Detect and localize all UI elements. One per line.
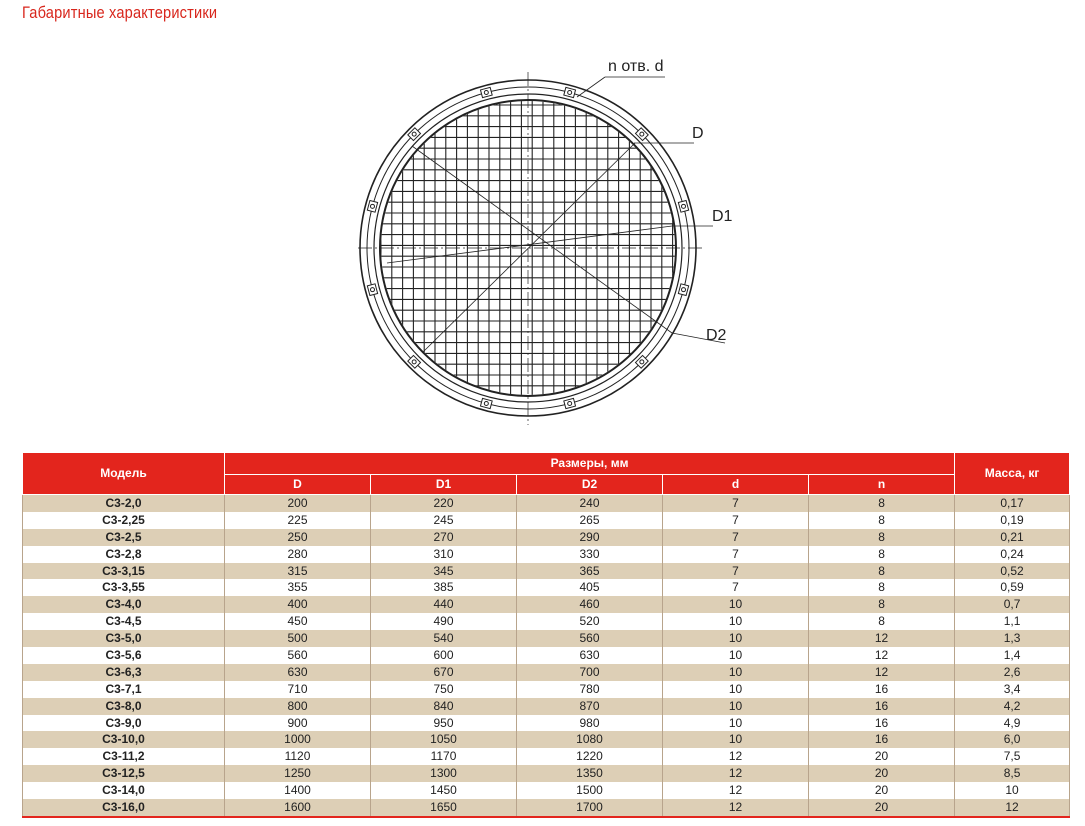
cell-D: 400	[225, 596, 371, 613]
cell-n: 16	[809, 715, 955, 732]
table-row	[23, 681, 1070, 698]
cell-D2: 870	[517, 698, 663, 715]
header-n: n	[809, 475, 955, 495]
cell-D2: 405	[517, 579, 663, 596]
cell-d: 7	[663, 512, 809, 529]
cell-D1: 750	[371, 681, 517, 698]
cell-D2: 1080	[517, 731, 663, 748]
cell-n: 20	[809, 782, 955, 799]
cell-mass: 0,7	[955, 596, 1070, 613]
cell-model: С3-7,1	[23, 681, 225, 698]
table-row	[23, 782, 1070, 799]
cell-n: 16	[809, 698, 955, 715]
cell-mass: 8,5	[955, 765, 1070, 782]
header-d: d	[663, 475, 809, 495]
cell-D2: 240	[517, 495, 663, 512]
cell-model: С3-2,25	[23, 512, 225, 529]
cell-D1: 245	[371, 512, 517, 529]
cell-model: С3-8,0	[23, 698, 225, 715]
cell-D1: 385	[371, 579, 517, 596]
table-row	[23, 765, 1070, 782]
cell-D1: 490	[371, 613, 517, 630]
cell-d: 10	[663, 698, 809, 715]
cell-d: 12	[663, 799, 809, 817]
cell-D2: 460	[517, 596, 663, 613]
table-row	[23, 731, 1070, 748]
cell-D2: 1500	[517, 782, 663, 799]
cell-D1: 600	[371, 647, 517, 664]
page-title: Габаритные характеристики	[22, 3, 218, 22]
cell-mass: 1,1	[955, 613, 1070, 630]
cell-D1: 220	[371, 495, 517, 512]
table-row	[23, 748, 1070, 765]
label-holes: n отв. d	[608, 58, 664, 75]
cell-mass: 4,2	[955, 698, 1070, 715]
cell-D2: 365	[517, 563, 663, 580]
bolt-hole	[678, 200, 688, 212]
cell-D1: 345	[371, 563, 517, 580]
cell-model: С3-3,55	[23, 579, 225, 596]
cell-D1: 440	[371, 596, 517, 613]
cell-n: 12	[809, 630, 955, 647]
cell-n: 20	[809, 765, 955, 782]
cell-d: 10	[663, 715, 809, 732]
cell-d: 7	[663, 579, 809, 596]
cell-mass: 0,21	[955, 529, 1070, 546]
cell-D: 900	[225, 715, 371, 732]
cell-D2: 700	[517, 664, 663, 681]
table-body	[23, 495, 1070, 817]
cell-d: 10	[663, 630, 809, 647]
header-mass: Масса, кг	[955, 453, 1070, 495]
cell-mass: 1,3	[955, 630, 1070, 647]
cell-D2: 265	[517, 512, 663, 529]
cell-model: С3-3,15	[23, 563, 225, 580]
cell-D: 225	[225, 512, 371, 529]
cell-d: 12	[663, 782, 809, 799]
cell-D2: 520	[517, 613, 663, 630]
bolt-hole	[564, 87, 576, 97]
table-row	[23, 799, 1070, 817]
bolt-hole	[480, 87, 492, 97]
cell-d: 10	[663, 731, 809, 748]
table-row	[23, 647, 1070, 664]
cell-model: С3-6,3	[23, 664, 225, 681]
label-D2: D2	[706, 327, 727, 344]
cell-mass: 0,52	[955, 563, 1070, 580]
cell-d: 12	[663, 765, 809, 782]
cell-model: С3-9,0	[23, 715, 225, 732]
cell-D: 1120	[225, 748, 371, 765]
cell-D: 355	[225, 579, 371, 596]
cell-mass: 7,5	[955, 748, 1070, 765]
bolt-hole	[367, 200, 377, 212]
cell-D1: 670	[371, 664, 517, 681]
header-D: D	[225, 475, 371, 495]
cell-D1: 1450	[371, 782, 517, 799]
cell-model: С3-16,0	[23, 799, 225, 817]
cell-mass: 12	[955, 799, 1070, 817]
cell-D2: 980	[517, 715, 663, 732]
cell-n: 8	[809, 563, 955, 580]
cell-D: 1400	[225, 782, 371, 799]
table-row	[23, 563, 1070, 580]
cell-model: С3-4,5	[23, 613, 225, 630]
cell-D1: 1300	[371, 765, 517, 782]
cell-mass: 6,0	[955, 731, 1070, 748]
center-lines	[358, 72, 705, 425]
table-row	[23, 630, 1070, 647]
grille-drawing	[350, 50, 740, 430]
cell-D1: 950	[371, 715, 517, 732]
cell-D: 280	[225, 546, 371, 563]
cell-D: 560	[225, 647, 371, 664]
cell-D2: 330	[517, 546, 663, 563]
table-row	[23, 579, 1070, 596]
cell-D1: 840	[371, 698, 517, 715]
cell-d: 12	[663, 748, 809, 765]
cell-d: 10	[663, 681, 809, 698]
specifications-table	[22, 452, 1070, 818]
cell-n: 12	[809, 664, 955, 681]
cell-D: 1000	[225, 731, 371, 748]
cell-mass: 0,24	[955, 546, 1070, 563]
table-row	[23, 715, 1070, 732]
cell-n: 12	[809, 647, 955, 664]
cell-model: С3-2,0	[23, 495, 225, 512]
cell-mass: 1,4	[955, 647, 1070, 664]
table-row	[23, 495, 1070, 512]
header-D1: D1	[371, 475, 517, 495]
cell-D2: 1220	[517, 748, 663, 765]
cell-d: 7	[663, 495, 809, 512]
cell-n: 8	[809, 613, 955, 630]
cell-D1: 1170	[371, 748, 517, 765]
cell-d: 10	[663, 613, 809, 630]
cell-D: 450	[225, 613, 371, 630]
cell-n: 8	[809, 495, 955, 512]
cell-mass: 10	[955, 782, 1070, 799]
cell-mass: 2,6	[955, 664, 1070, 681]
cell-D2: 1700	[517, 799, 663, 817]
cell-D: 630	[225, 664, 371, 681]
cell-D2: 630	[517, 647, 663, 664]
cell-D: 1250	[225, 765, 371, 782]
label-D: D	[692, 125, 704, 142]
cell-D: 800	[225, 698, 371, 715]
cell-mass: 0,59	[955, 579, 1070, 596]
bolt-hole	[564, 398, 576, 408]
cell-D1: 270	[371, 529, 517, 546]
table-row	[23, 664, 1070, 681]
cell-n: 8	[809, 546, 955, 563]
table-row	[23, 546, 1070, 563]
cell-D: 1600	[225, 799, 371, 817]
cell-mass: 3,4	[955, 681, 1070, 698]
cell-D1: 1650	[371, 799, 517, 817]
cell-D2: 290	[517, 529, 663, 546]
cell-n: 20	[809, 748, 955, 765]
cell-model: С3-5,6	[23, 647, 225, 664]
cell-D2: 780	[517, 681, 663, 698]
table-row	[23, 698, 1070, 715]
cell-D: 250	[225, 529, 371, 546]
cell-D1: 310	[371, 546, 517, 563]
cell-n: 16	[809, 681, 955, 698]
cell-D2: 560	[517, 630, 663, 647]
cell-n: 8	[809, 512, 955, 529]
cell-model: С3-10,0	[23, 731, 225, 748]
cell-d: 10	[663, 664, 809, 681]
cell-model: С3-14,0	[23, 782, 225, 799]
header-D2: D2	[517, 475, 663, 495]
bolt-hole	[480, 398, 492, 408]
cell-d: 7	[663, 529, 809, 546]
bolt-hole	[678, 284, 688, 296]
cell-D: 500	[225, 630, 371, 647]
table-row	[23, 596, 1070, 613]
cell-n: 20	[809, 799, 955, 817]
cell-model: С3-2,5	[23, 529, 225, 546]
cell-d: 7	[663, 546, 809, 563]
cell-D2: 1350	[517, 765, 663, 782]
table-row	[23, 613, 1070, 630]
cell-n: 8	[809, 579, 955, 596]
cell-n: 8	[809, 529, 955, 546]
table-row	[23, 512, 1070, 529]
cell-model: С3-2,8	[23, 546, 225, 563]
cell-D: 315	[225, 563, 371, 580]
cell-model: С3-4,0	[23, 596, 225, 613]
cell-mass: 0,19	[955, 512, 1070, 529]
cell-d: 10	[663, 647, 809, 664]
cell-d: 7	[663, 563, 809, 580]
cell-model: С3-11,2	[23, 748, 225, 765]
cell-model: С3-12,5	[23, 765, 225, 782]
label-D1: D1	[712, 208, 733, 225]
cell-mass: 0,17	[955, 495, 1070, 512]
cell-D: 200	[225, 495, 371, 512]
table-row	[23, 529, 1070, 546]
header-sizes: Размеры, мм	[225, 453, 955, 475]
cell-D1: 540	[371, 630, 517, 647]
cell-d: 10	[663, 596, 809, 613]
cell-mass: 4,9	[955, 715, 1070, 732]
cell-D: 710	[225, 681, 371, 698]
cell-n: 16	[809, 731, 955, 748]
bolt-hole	[367, 284, 377, 296]
cell-D1: 1050	[371, 731, 517, 748]
cell-model: С3-5,0	[23, 630, 225, 647]
cell-n: 8	[809, 596, 955, 613]
header-model: Модель	[23, 453, 225, 495]
